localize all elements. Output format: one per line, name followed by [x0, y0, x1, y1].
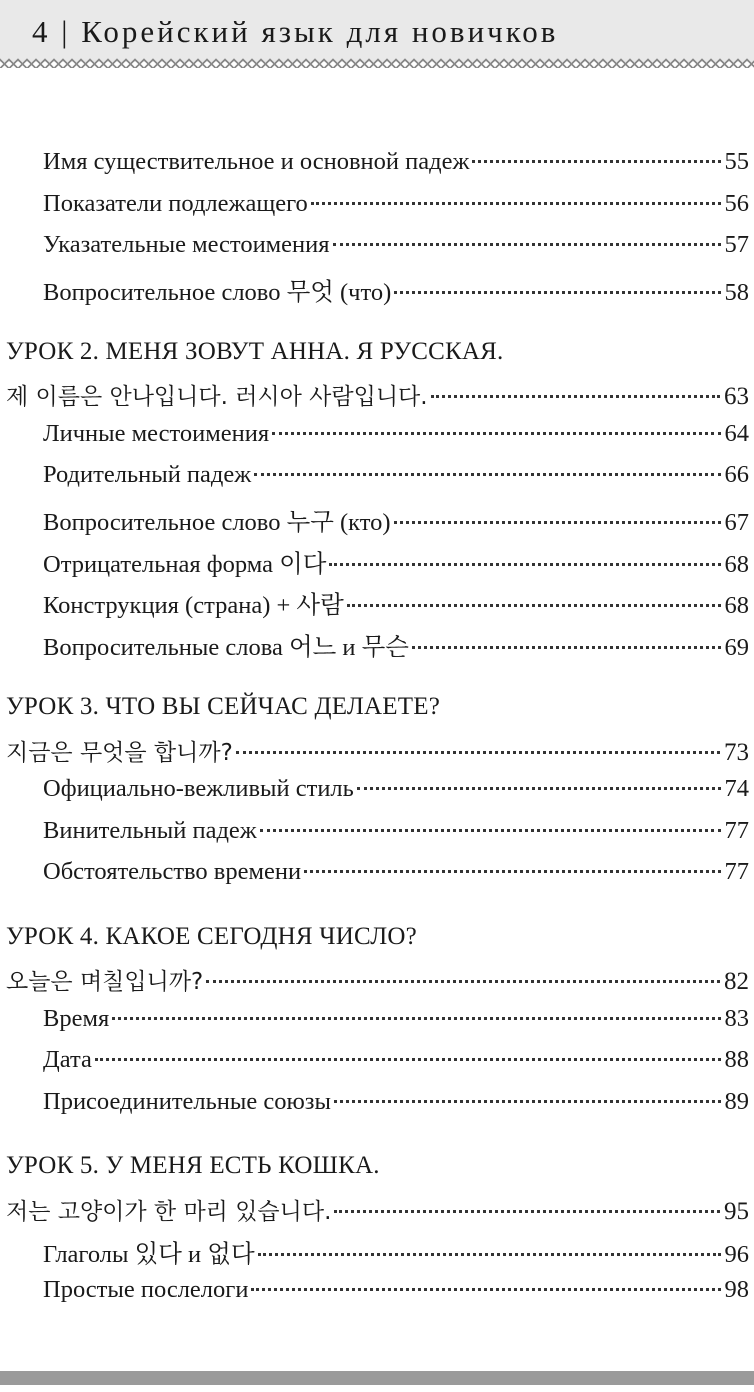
- toc-entry-page: 98: [724, 1276, 749, 1303]
- lesson-korean-entry[interactable]: [6, 963, 749, 997]
- toc-entry[interactable]: [43, 586, 749, 620]
- dot-leader: [357, 787, 721, 790]
- toc-entry[interactable]: [43, 858, 749, 892]
- dot-leader: [304, 870, 720, 873]
- lesson-korean-title: 제 이름은 안나입니다. 러시아 사람입니다.: [6, 384, 428, 410]
- dot-leader: [206, 980, 720, 983]
- dot-leader: [334, 1100, 721, 1103]
- toc-entry-page: 88: [724, 1046, 749, 1073]
- footer-bar: [0, 1371, 754, 1385]
- lesson-korean-title: 저는 고양이가 한 마리 있습니다.: [6, 1199, 332, 1225]
- toc-entry-title: Вопросительные слова 어느 и 무슨: [43, 634, 409, 661]
- toc-entry[interactable]: [43, 461, 749, 495]
- toc-entry[interactable]: [43, 1005, 749, 1039]
- toc-entry-title: Официально-вежливый стиль: [43, 775, 354, 802]
- toc-entry[interactable]: [43, 1235, 749, 1269]
- lesson-korean-title: 지금은 무엇을 합니까?: [6, 740, 233, 766]
- lesson-heading[interactable]: УРОК 2. МЕНЯ ЗОВУТ АННА. Я РУССКАЯ.: [6, 338, 504, 365]
- toc-entry-title: Винительный падеж: [43, 817, 257, 844]
- toc-entry-title: Конструкция (страна) + 사람: [43, 592, 344, 619]
- dot-leader: [272, 432, 720, 435]
- toc-entry[interactable]: [43, 1046, 749, 1080]
- toc-entry[interactable]: [43, 545, 749, 579]
- toc-entry-title: Родительный падеж: [43, 461, 252, 488]
- toc-entry-title: Время: [43, 1005, 110, 1032]
- dot-leader: [412, 646, 721, 649]
- toc-entry-page: 69: [724, 634, 749, 661]
- toc-entry-page: 96: [724, 1241, 749, 1268]
- toc-entry-page: 63: [724, 383, 749, 410]
- toc-entry-title: Глаголы 있다 и 없다: [43, 1241, 255, 1268]
- toc-entry[interactable]: [43, 1276, 749, 1310]
- dot-leader: [329, 563, 720, 566]
- toc-entry-title: Имя существительное и основной падеж: [43, 148, 470, 175]
- toc-entry[interactable]: [43, 148, 749, 182]
- toc-entry[interactable]: [43, 817, 749, 851]
- toc-entry-page: 82: [724, 968, 749, 995]
- page-number: 4: [32, 14, 51, 49]
- toc-entry-page: 55: [724, 148, 749, 175]
- toc-entry-title: Обстоятельство времени: [43, 858, 302, 885]
- lesson-korean-entry[interactable]: [6, 1193, 749, 1227]
- toc-entry[interactable]: [43, 1088, 749, 1122]
- dot-leader: [334, 1210, 720, 1213]
- toc-entry-title: Личные местоимения: [43, 420, 270, 447]
- toc-entry-title: Вопросительное слово 누구 (кто): [43, 509, 391, 536]
- toc-entry-title: Вопросительное слово 무엇 (что): [43, 279, 392, 306]
- toc-entry-page: 56: [724, 190, 749, 217]
- toc-entry-page: 95: [724, 1198, 749, 1225]
- toc-entry-title: Отрицательная форма 이다: [43, 551, 327, 578]
- toc-entry[interactable]: [43, 628, 749, 662]
- lesson-heading[interactable]: УРОК 5. У МЕНЯ ЕСТЬ КОШКА.: [6, 1152, 380, 1179]
- toc-entry-page: 68: [724, 551, 749, 578]
- lesson-korean-entry[interactable]: [6, 378, 749, 412]
- toc-entry-page: 68: [724, 592, 749, 619]
- dot-leader: [394, 521, 721, 524]
- dot-leader: [95, 1058, 721, 1061]
- toc-entry-page: 67: [724, 509, 749, 536]
- toc-entry-page: 74: [724, 775, 749, 802]
- lesson-korean-title: 오늘은 며칠입니까?: [6, 969, 204, 995]
- toc-entry[interactable]: [43, 231, 749, 265]
- dot-leader: [260, 829, 721, 832]
- dot-leader: [112, 1017, 720, 1020]
- lesson-heading[interactable]: УРОК 4. КАКОЕ СЕГОДНЯ ЧИСЛО?: [6, 923, 417, 950]
- toc-entry[interactable]: [43, 190, 749, 224]
- toc-entry-page: 58: [724, 279, 749, 306]
- toc-entry-page: 64: [724, 420, 749, 447]
- toc-entry-page: 57: [724, 231, 749, 258]
- dot-leader: [347, 604, 721, 607]
- running-header-text: [32, 14, 558, 50]
- dot-leader: [258, 1253, 721, 1256]
- toc-entry-title: Дата: [43, 1046, 92, 1073]
- dot-leader: [472, 160, 720, 163]
- toc-entry-page: 66: [724, 461, 749, 488]
- dot-leader: [394, 291, 720, 294]
- toc-entry-title: Присоединительные союзы: [43, 1088, 331, 1115]
- toc-entry-title: Показатели подлежащего: [43, 190, 308, 217]
- toc-entry-page: 83: [724, 1005, 749, 1032]
- lesson-korean-entry[interactable]: [6, 734, 749, 768]
- toc-entry-page: 73: [724, 739, 749, 766]
- toc-entry-page: 77: [724, 858, 749, 885]
- dot-leader: [236, 751, 720, 754]
- dot-leader: [251, 1288, 720, 1291]
- dot-leader: [311, 202, 721, 205]
- header-separator: |: [61, 14, 71, 49]
- header-decorative-border: [0, 58, 754, 68]
- toc-entry-title: Указательные местоимения: [43, 231, 330, 258]
- toc-entry-title: Простые послелоги: [43, 1276, 249, 1303]
- toc-entry-page: 77: [724, 817, 749, 844]
- toc-entry[interactable]: [43, 775, 749, 809]
- book-title: Корейский язык для новичков: [81, 14, 559, 49]
- dot-leader: [333, 243, 721, 246]
- dot-leader: [431, 395, 720, 398]
- toc-entry[interactable]: [43, 273, 749, 307]
- lesson-heading[interactable]: УРОК 3. ЧТО ВЫ СЕЙЧАС ДЕЛАЕТЕ?: [6, 693, 441, 720]
- toc-entry-page: 89: [724, 1088, 749, 1115]
- running-header: [0, 0, 754, 62]
- dot-leader: [254, 473, 720, 476]
- toc-entry[interactable]: [43, 503, 749, 537]
- toc-entry[interactable]: [43, 420, 749, 454]
